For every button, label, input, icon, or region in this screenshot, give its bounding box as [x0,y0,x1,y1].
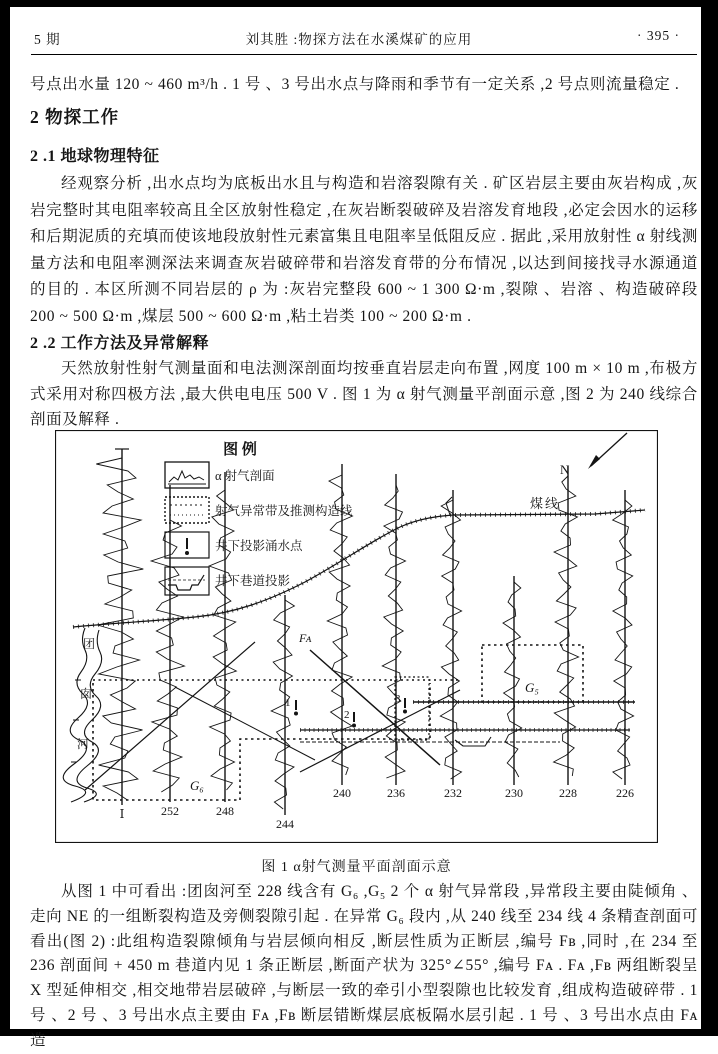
survey-line-number: 228 [559,786,577,800]
radon-profile-curve [271,600,294,809]
radon-profile-curve [503,582,522,777]
legend-swatch-tunnel [165,567,209,595]
anomaly-g5-label: G₅ [525,680,539,695]
river [63,628,101,802]
water-point-icon-dot [352,724,356,728]
radon-profile-curve [613,500,634,779]
river-name-label: 团囱河 [77,637,96,751]
scan-border-top [0,0,718,7]
section-heading: 2 物探工作 [30,107,120,127]
water-point-number: 2 [344,709,350,721]
running-title: 刘其胜 :物探方法在水溪煤矿的应用 [245,32,473,47]
radon-profile-curve [209,490,236,790]
radon-profile-curve [382,485,405,778]
paragraph-method: 天然放射性射气测量面和电法测深剖面均按垂直岩层走向布置 ,网度 100 m × 10 m ,布极方式采用对称四极方法 ,最大供电电压 500 V . 图 1 为 α 射气测量平剖面示意 ,图 2 为 240 线综合剖面及解释 . [30,360,698,428]
legend-title: 图 例 [223,442,257,458]
figure-1-map [55,430,658,843]
issue-label: 5 期 [34,32,61,47]
figure-caption: 图 1 α射气测量平面剖面示意 [261,860,452,875]
radon-profile-curve [151,520,184,792]
legend-label: 井下巷道投影 [215,574,291,588]
legend-swatch-anomaly-zone [165,497,209,523]
subsection-heading-method: 2 .2 工作方法及异常解释 [30,335,210,352]
survey-line-number: Ⅰ [119,807,125,821]
legend-label: 射气异常带及推测构造线 [215,504,353,518]
page-number: · 395 · [637,28,680,43]
paragraph-continuation: 号点出水量 120 ~ 460 m³/h . 1 号 、3 号出水点与降雨和季节有一定关系 ,2 号点则流量稳定 . [30,76,680,93]
header-rule [31,54,697,55]
fault-fa-label: Fᴀ [299,631,312,645]
legend-label: 井下投影涌水点 [215,539,303,553]
radon-profile-curve [96,458,143,800]
north-arrow-icon [560,433,627,477]
tunnel-projection [300,702,635,746]
survey-line-number: 252 [161,804,179,818]
water-point-icon-dot [185,551,189,555]
survey-line-number: 236 [387,786,405,800]
survey-line-number: 248 [216,804,234,818]
north-label: N [560,462,570,477]
survey-line-number: 244 [276,817,294,831]
scan-border-left [0,0,10,1036]
water-point-icon-dot [294,712,298,716]
survey-line-number: 232 [444,786,462,800]
paragraph-interpretation: 从图 1 中可看出 :团囱河至 228 线含有 G₆ ,G₅ 2 个 α 射气异常段 ,异常段主要由陡倾角 、走向 NE 的一组断裂构造及旁侧裂隙引起 . 在异常 G₆ 段内 ,从 240 线至 234 线 4 条精查剖面可看出(图 2) :此组构造裂隙倾角与岩层倾向相反 ,断层性质为正断层 ,编号 Fʙ ,同时 ,在 234 至 236 剖面间 + 450 m 巷道内见 1 条正断层 ,断面产状为 325°∠55° ,编号 Fᴀ . Fᴀ ,Fʙ 两组断裂呈 X 型延伸相交 ,相交地带岩层破碎 ,与断层一致的牵引小型裂隙也比较发育 ,组成构造破碎带 . 1 号 、2 号 、3 号出水点主要由 Fᴀ ,Fʙ 断层错断煤层底板隔水层引起 . 1 号 、3 号出水点由 Fᴀ 造 [30,883,698,1049]
coal-seam-label: 煤线 [530,496,561,511]
subsection-heading-geophysics: 2 .1 地球物理特征 [30,148,160,165]
figure-border [56,431,658,843]
survey-line-number: 240 [333,786,351,800]
survey-line-number: 230 [505,786,523,800]
water-point-icon-dot [403,710,407,714]
fault-fa-line [310,650,440,765]
water-point-number: 3 [395,693,401,705]
paragraph-geophysics: 经观察分析 ,出水点均为底板出水且与构造和岩溶裂隙有关 . 矿区岩层主要由灰岩构成 ,灰岩完整时其电阻率较高且全区放射性稳定 ,在灰岩断裂破碎及岩溶发育地段 ,必定会因水的运移和后期泥质的充填而使该地段放射性元素富集且电阻率呈低阻反应 . 据此 ,采用放射性 α 射线测量方法和电阻率测深法来调查灰岩破碎带和岩溶发育带的分布情况 ,以达到间接找寻水源通道的目的 . 本区所测不同岩层的 ρ 为 :灰岩完整段 600 ~ 1 300 Ω·m ,裂隙 、岩溶 、构造破碎段 200 ~ 500 Ω·m ,煤层 500 ~ 600 Ω·m ,粘土岩类 100 ~ 200 Ω·m . [30,175,698,325]
anomaly-g6-label: G₆ [190,778,204,793]
scan-border-right [701,0,718,1036]
legend-label: α 射气剖面 [215,469,275,483]
radon-profile-icon [169,471,204,482]
radon-profile-curve [440,500,461,779]
survey-line-number: 226 [616,786,634,800]
water-point-number: 1 [285,697,291,709]
fault-minor-line [175,687,315,760]
